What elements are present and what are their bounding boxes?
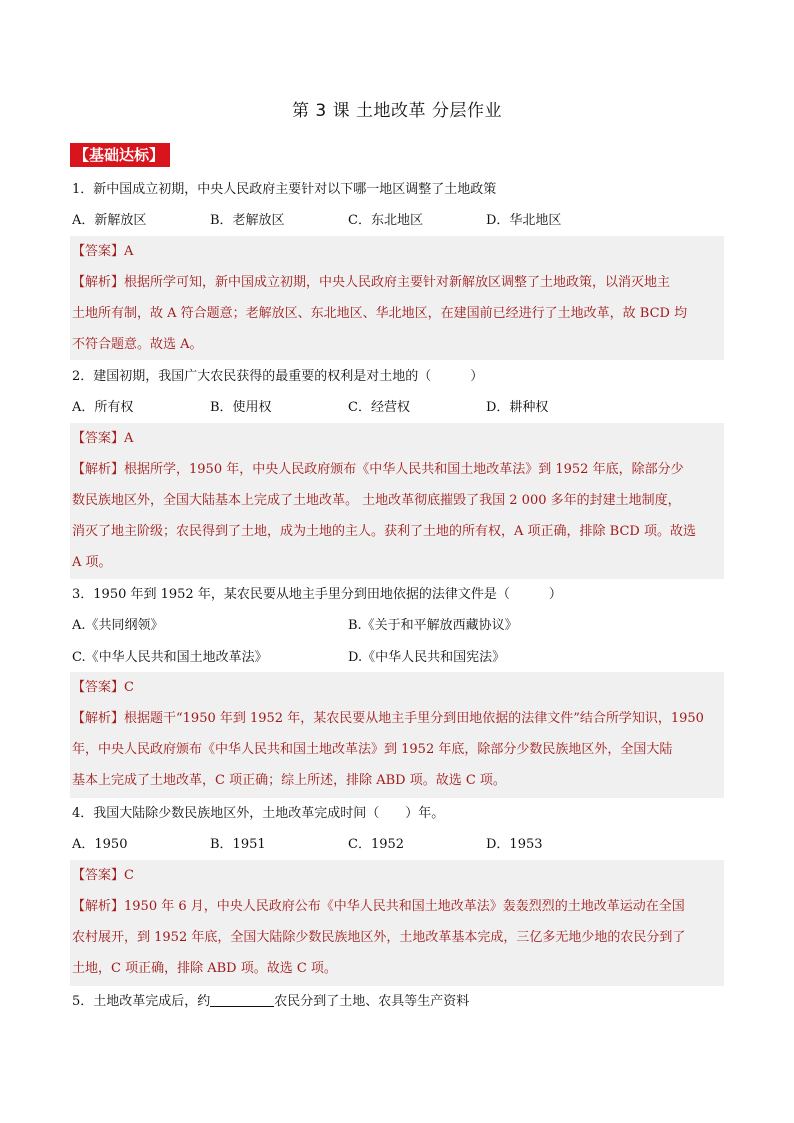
q4-analysis-line: 【解析】1950 年 6 月，中央人民政府公布《中华人民共和国土地改革法》轰轰烈烈的土地改革运动在全国 [72, 899, 685, 914]
q3-analysis-line: 年，中央人民政府颁布《中华人民共和国土地改革法》到 1952 年底，除部分少数民族地区外，全国大陆 [72, 742, 673, 757]
question-1-stem: 1．新中国成立初期，中央人民政府主要针对以下哪一地区调整了土地政策 [72, 182, 497, 197]
q2-answer: 【答案】A [72, 431, 134, 446]
q5-stem-start: 5．土地改革完成后，约 [72, 994, 211, 1009]
question-5-stem [72, 992, 469, 1012]
q4-option-d: D．1953 [486, 837, 543, 852]
q3-option-c: C.《中华人民共和国土地改革法》 [72, 650, 268, 665]
q4-option-b: B．1951 [210, 837, 266, 852]
q1-analysis-line: 土地所有制，故 A 符合题意；老解放区、东北地区、华北地区，在建国前已经进行了土地改革，故 BCD 均 [72, 306, 688, 321]
section-tag: 【基础达标】 [70, 143, 170, 167]
question-2-stem: 2．建国初期，我国广大农民获得的最重要的权利是对土地的（ ） [72, 369, 484, 384]
q2-option-a: A．所有权 [72, 400, 134, 415]
q3-option-b: B.《关于和平解放西藏协议》 [348, 618, 518, 633]
q2-option-d: D．耕种权 [486, 400, 549, 415]
q4-option-a: A．1950 [72, 837, 128, 852]
q2-option-b: B．使用权 [210, 400, 272, 415]
q2-option-c: C．经营权 [348, 400, 410, 415]
q4-analysis-line: 农村展开，到 1952 年底，全国大陆除少数民族地区外，土地改革基本完成，三亿多无地少地的农民分到了 [72, 930, 686, 945]
page-title: 第 3 课 土地改革 分层作业 [292, 101, 502, 121]
q3-option-a: A.《共同纲领》 [72, 618, 164, 633]
q5-stem-end: 农民分到了土地、农具等生产资料 [274, 994, 470, 1009]
q2-analysis-line: 消灭了地主阶级；农民得到了土地，成为土地的主人。获利了土地的所有权，A 项正确，排除 BCD 项。故选 [72, 524, 696, 539]
q1-analysis-line: 不符合题意。故选 A。 [72, 337, 203, 352]
fill-in-blank[interactable] [210, 992, 274, 1007]
q1-answer: 【答案】A [72, 244, 134, 259]
q1-option-c: C．东北地区 [348, 213, 423, 228]
q3-answer-box [70, 672, 724, 798]
q2-answer-box [70, 423, 724, 579]
q2-analysis-line: A 项。 [72, 555, 112, 570]
q2-analysis-line: 【解析】根据所学，1950 年，中央人民政府颁布《中华人民共和国土地改革法》到 1952 年底，除部分少 [72, 462, 684, 477]
q3-answer: 【答案】C [72, 680, 134, 695]
q1-option-b: B．老解放区 [210, 213, 285, 228]
q3-analysis-line: 基本上完成了土地改革，C 项正确；综上所述，排除 ABD 项。故选 C 项。 [72, 773, 506, 788]
q1-option-a: A．新解放区 [72, 213, 147, 228]
question-4-stem: 4．我国大陆除少数民族地区外，土地改革完成时间（ ）年。 [72, 806, 445, 821]
q1-answer-box [70, 236, 724, 360]
q4-answer: 【答案】C [72, 868, 134, 883]
q4-answer-box [70, 860, 724, 986]
q4-option-c: C．1952 [348, 837, 405, 852]
q3-analysis-line: 【解析】根据题干“1950 年到 1952 年，某农民要从地主手里分到田地依据的法律文件”结合所学知识，1950 [72, 711, 704, 726]
q1-analysis-line: 【解析】根据所学可知，新中国成立初期，中央人民政府主要针对新解放区调整了土地政策，以消灭地主 [72, 275, 671, 290]
question-3-stem: 3．1950 年到 1952 年，某农民要从地主手里分到田地依据的法律文件是（ ） [72, 587, 562, 602]
q1-option-d: D．华北地区 [486, 213, 562, 228]
q4-analysis-line: 土地，C 项正确，排除 ABD 项。故选 C 项。 [72, 961, 337, 976]
q3-option-d: D.《中华人民共和国宪法》 [348, 650, 506, 665]
q2-analysis-line: 数民族地区外，全国大陆基本上完成了土地改革。 土地改革彻底摧毁了我国 2 000 多年的封建土地制度， [72, 493, 681, 508]
